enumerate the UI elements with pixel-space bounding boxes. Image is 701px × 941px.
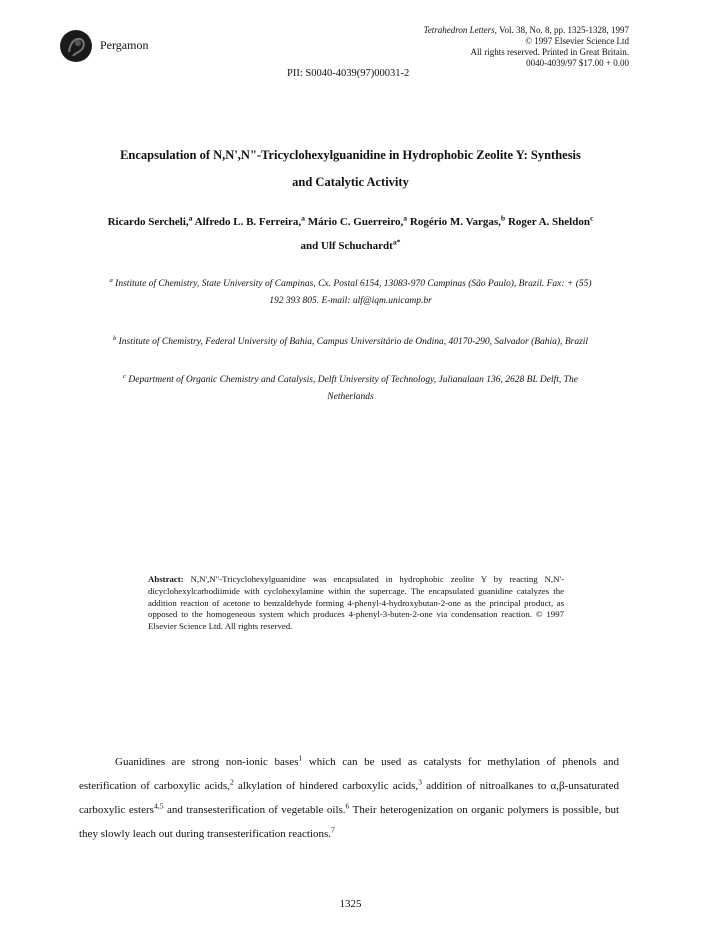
body-segment: Their heterogenization on organic polymers is possible, but they slowly leach out during transesterification reactions. — [79, 804, 619, 840]
author-1-affil: a — [188, 213, 193, 223]
author-4: Rogério M. Vargas, — [409, 216, 501, 228]
rights: All rights reserved. Printed in Great Britain. — [470, 47, 629, 57]
author-5: Roger A. Sheldon — [507, 216, 590, 228]
affiliation-b-sup: b — [112, 334, 117, 342]
copyright: © 1997 Elsevier Science Ltd — [525, 36, 629, 46]
affiliation-c-sup: c — [123, 372, 126, 380]
publisher-name: Pergamon — [100, 38, 149, 52]
ref-superscript: 1 — [298, 753, 303, 763]
author-list — [60, 210, 641, 258]
body-segment: addition of nitroalkanes to α,β-unsaturated carboxylic esters — [79, 780, 619, 816]
pii: PII: S0040-4039(97)00031-2 — [287, 68, 410, 79]
author-6-affil: a* — [392, 237, 401, 247]
author-2-affil: a — [301, 213, 306, 223]
affiliation-b — [75, 334, 626, 351]
body-segment: and transesterification of vegetable oils. — [163, 804, 346, 816]
author-2: Alfredo L. B. Ferreira, — [194, 216, 302, 228]
abstract-text: N,N',N"-Tricyclohexylguanidine was encapsulated in hydrophobic zeolite Y by reacting N,N'-dicyclohexylcarbodiimide with cyclohexylamine within the supercage. The encapsulated guanidine catalyzes the addition reaction of acetone to benzaldehyde forming 4-phenyl-4-hydroxybutan-2-one as the principal product, as opposed to the homogeneous system which produces 4-phenyl-3-buten-2-one via condensation reaction. © 1997 Elsevier Science Ltd. All rights reserved. — [148, 574, 565, 632]
affiliation-a — [75, 276, 626, 310]
journal-info — [329, 25, 629, 69]
ref-superscript: 2 — [229, 777, 234, 787]
affiliation-c-line-2: Netherlands — [327, 392, 374, 402]
body-segment: which can be used as catalysts for methylation of phenols and esterification of carboxylic acids, — [79, 756, 619, 792]
author-5-affil: c — [589, 213, 594, 223]
body-segment: Guanidines are strong non-ionic bases — [115, 756, 299, 768]
abstract-label: Abstract: — [148, 574, 184, 584]
ref-superscript: 4,5 — [153, 801, 164, 811]
journal-issue: Vol. 38, No. 8, pp. 1325-1328, 1997 — [499, 25, 629, 35]
affiliation-c — [75, 372, 626, 406]
price: 0040-4039/97 $17.00 + 0.00 — [526, 58, 629, 68]
title-line-1: Encapsulation of N,N',N"-Tricyclohexylguanidine in Hydrophobic Zeolite Y: Synthesis — [120, 148, 581, 162]
affiliation-a-line-1: Institute of Chemistry, State University of Campinas, Cx. Postal 6154, 13083-970 Campinas (São Paulo), Brazil. Fax: + (55) — [115, 279, 592, 289]
body-segment: alkylation of hindered carboxylic acids, — [233, 780, 419, 792]
author-3: Mário C. Guerreiro, — [307, 216, 404, 228]
author-and: and — [300, 240, 319, 252]
abstract — [148, 574, 564, 633]
author-4-affil: b — [500, 213, 506, 223]
page-number: 1325 — [339, 898, 362, 910]
title-line-2: and Catalytic Activity — [292, 175, 409, 189]
publisher-logo — [60, 30, 92, 62]
ref-superscript: 3 — [418, 777, 423, 787]
paper-title — [60, 142, 641, 196]
author-6: Ulf Schuchardt — [321, 240, 393, 252]
journal-name: Tetrahedron Letters, — [423, 25, 497, 35]
tree-logo-icon — [60, 30, 92, 62]
affiliation-a-line-2: 192 393 805. E-mail: ulf@iqm.unicamp.br — [269, 296, 432, 306]
author-1: Ricardo Sercheli, — [107, 216, 189, 228]
affiliation-c-line-1: Department of Organic Chemistry and Catalysis, Delft University of Technology, Julianalaan 136, 2628 BL Delft, The — [128, 375, 578, 385]
ref-superscript: 6 — [345, 801, 350, 811]
affiliation-b-line-1: Institute of Chemistry, Federal University of Bahia, Campus Universitário de Ondina, 40170-290, Salvador (Bahia), Brazil — [118, 337, 589, 347]
affiliation-a-sup: a — [109, 276, 113, 284]
paragraph-1 — [79, 750, 619, 846]
ref-superscript: 7 — [331, 825, 335, 835]
body-text — [79, 750, 619, 846]
author-3-affil: a — [403, 213, 408, 223]
